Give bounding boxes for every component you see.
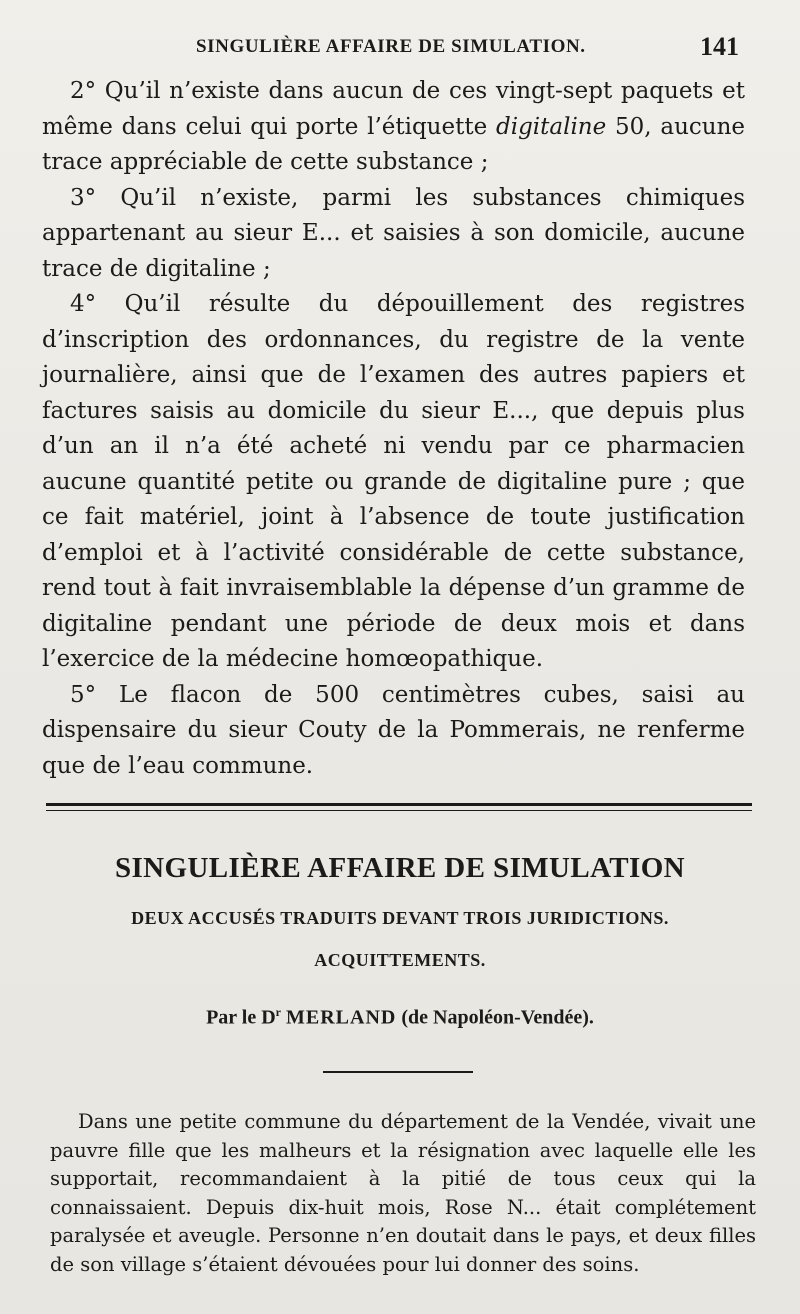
short-divider [323,1071,473,1073]
article-subtitle-verdict: ACQUITTEMENTS. [314,950,486,970]
paragraph-item-5: 5° Le flacon de 500 centimètres cubes, saisi au dispensaire du sieur Couty de la Pommerais, ne renferme que de l’eau commune. [42,681,745,779]
author-name: MERLAND [286,1006,397,1029]
article-subtitle: DEUX ACCUSÉS TRADUITS DEVANT TROIS JURIDICTIONS. [131,908,669,928]
paragraph-item-3: 3° Qu’il n’existe, parmi les substances chimiques appartenant au sieur E... et saisies à son domicile, aucune trace de digitaline ; [42,184,745,282]
running-header [0,32,800,66]
article-paragraph: Dans une petite commune du département de la Vendée, vivait une pauvre fille que les malheurs et la résignation avec laquelle elle les supportait, recommandaient à la pitié de tous ceux qui la connaissaient. Depuis dix-huit mois, Rose N... était complétement paralysée et aveugle. Personne n’en doutait dans le pays, et deux filles de son village s’étaient dévouées pour lui donner des soins. [50,1110,756,1276]
page-number: 141 [700,32,739,61]
article-body [50,1108,756,1280]
article-title: SINGULIÈRE AFFAIRE DE SIMULATION [114,852,686,884]
paragraph-item-4: 4° Qu’il résulte du dépouillement des registres d’inscription des ordonnances, du registre de la vente journalière, ainsi que de l’examen des autres papiers et factures saisis au domicile du sieur E..., que depuis plus d’un an il n’a été acheté ni vendu par ce pharmacien aucune quantité petite ou grande de digitaline pure ; que ce fait matériel, joint à l’absence de toute justification d’emploi et à l’activité considérable de cette substance, rend tout à fait invraisemblable la dépense d’un gramme de digitaline pendant une période de deux mois et dans l’exercice de la médecine homœopathique. [42,291,745,672]
section-divider [46,803,752,811]
author-byline: Par le $D^r$ MERLAND (de Napoléon-Vendée). [206,1005,594,1029]
continued-text [42,74,745,784]
running-title: SINGULIÈRE AFFAIRE DE SIMULATION. [196,36,586,57]
paragraph-item-2: 2° Qu’il n’existe dans aucun de ces vingt-sept paquets et même dans celui qui porte l’étiquette digitaline 50, aucune trace appréciable de cette substance ; [42,78,745,175]
italic-term: digitaline [495,113,607,140]
